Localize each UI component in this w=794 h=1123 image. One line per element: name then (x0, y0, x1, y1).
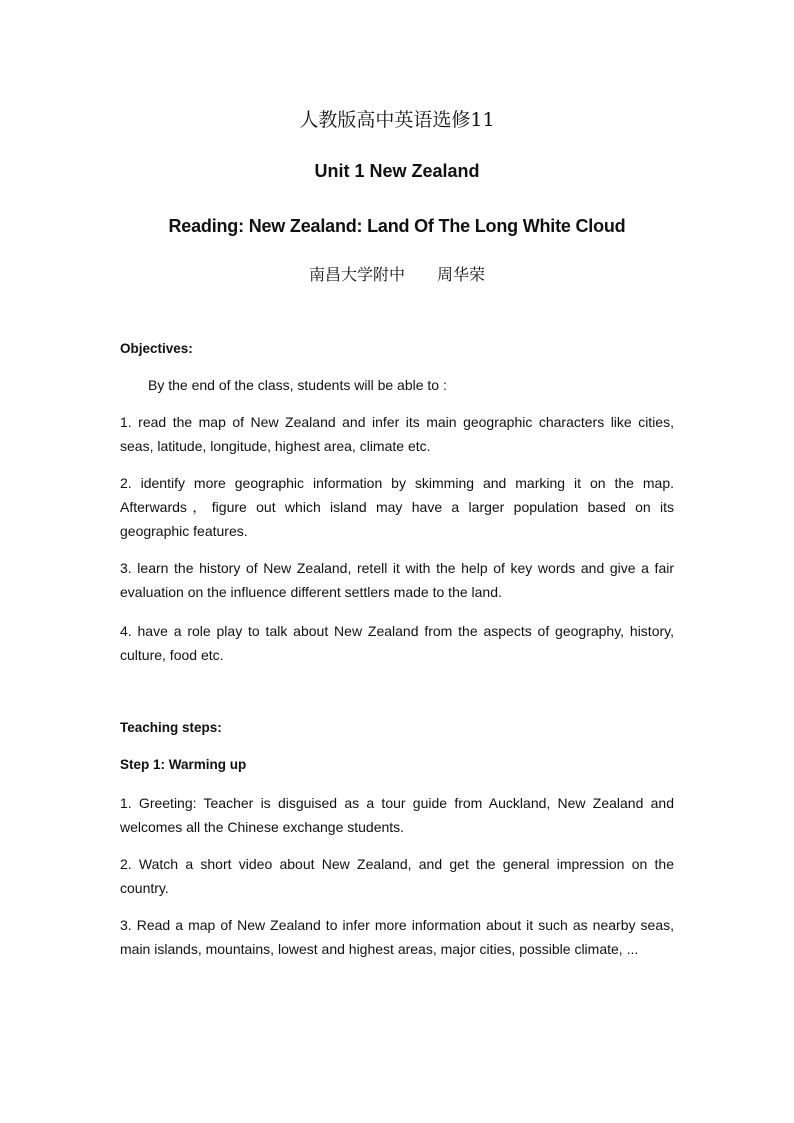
step-item: 2. Watch a short video about New Zealand, and get the general impression on the country. (120, 856, 674, 896)
objective-item: 3. learn the history of New Zealand, retell it with the help of key words and give a fair evaluation on the influence different settlers made to the land. (120, 560, 674, 600)
objective-item: 1. read the map of New Zealand and infer its main geographic characters like cities, seas, latitude, longitude, highest area, climate etc. (120, 414, 674, 454)
teaching-steps-heading: Teaching steps: (120, 720, 222, 735)
unit-title-text: Unit 1 New Zealand (314, 161, 480, 181)
author-line (120, 262, 674, 285)
reading-title (120, 216, 674, 237)
author-name: 周华荣 (437, 265, 486, 284)
chinese-title: 人教版高中英语选修11 (299, 109, 495, 131)
reading-title-text: Reading: New Zealand: Land Of The Long White Cloud (168, 216, 626, 236)
objectives-intro: By the end of the class, students will be able to : (148, 377, 447, 393)
objective-item: 2. identify more geographic information by skimming and marking it on the map. Afterwards，figure out which island may have a larger population based on its geographic features. (120, 475, 674, 539)
objective-item: 4. have a role play to talk about New Zealand from the aspects of geography, history, culture, food etc. (120, 623, 674, 663)
step-item: 3. Read a map of New Zealand to infer more information about it such as nearby seas, main islands, mountains, lowest and highest areas, major cities, possible climate, ... (120, 917, 674, 957)
unit-title (120, 161, 674, 182)
step1-heading: Step 1: Warming up (120, 757, 247, 772)
objectives-heading: Objectives: (120, 341, 193, 356)
step-item: 1. Greeting: Teacher is disguised as a tour guide from Auckland, New Zealand and welcomes all the Chinese exchange students. (120, 795, 674, 835)
school-name: 南昌大学附中 (308, 265, 405, 284)
